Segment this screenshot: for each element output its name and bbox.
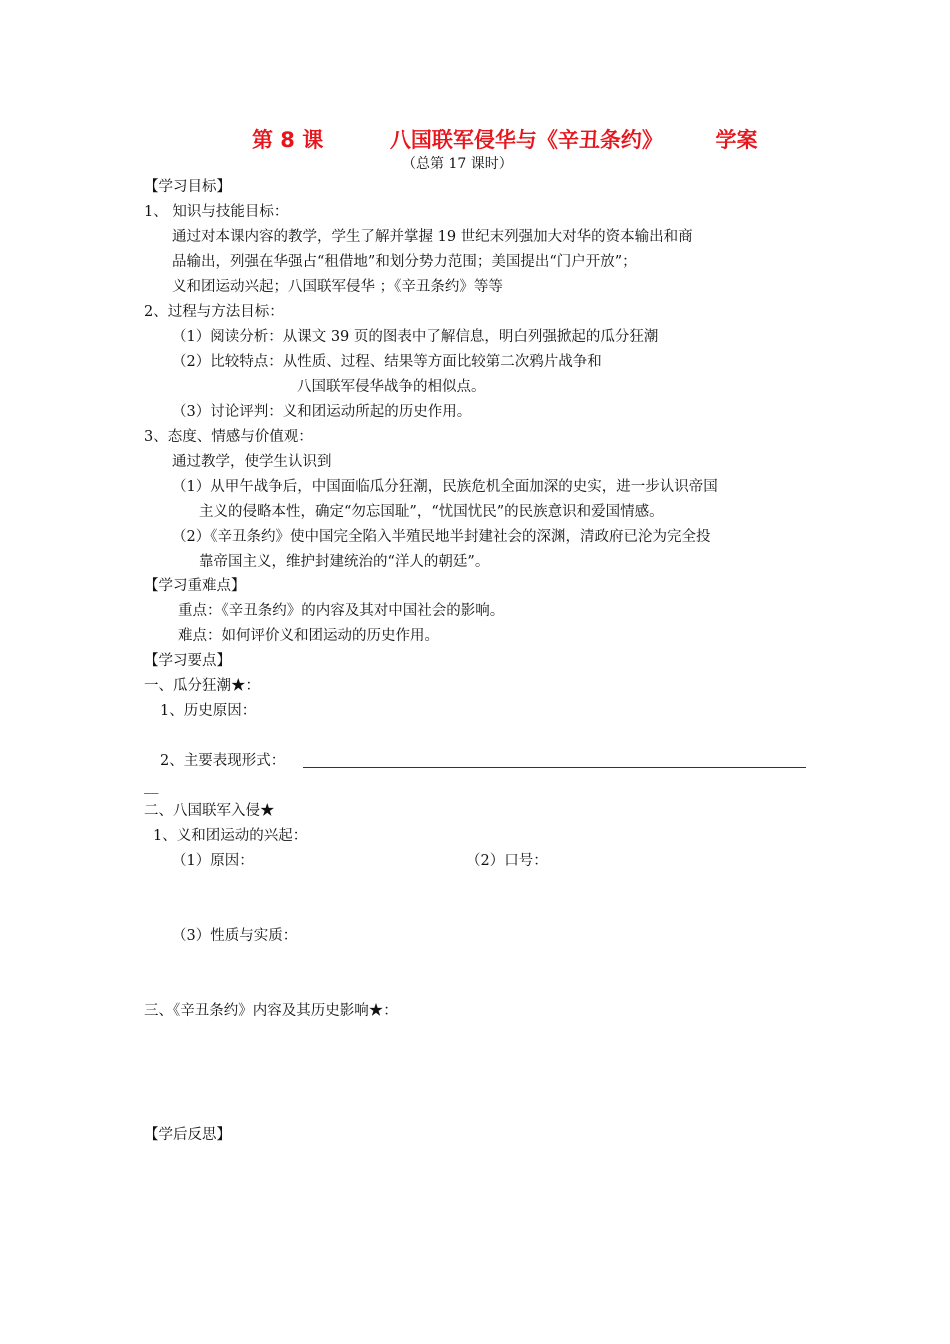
attitude-intro: 通过教学，使学生认识到: [172, 454, 332, 470]
section-2-item-1: 1、义和团运动的兴起：: [153, 828, 308, 844]
attitude-title: 3、态度、情感与价值观：: [144, 429, 313, 445]
section-2-nature: （3）性质与实质：: [172, 928, 298, 944]
knowledge-line-1: 通过对本课内容的教学，学生了解并掌握 19 世纪末列强加大对华的资本输出和商: [172, 229, 693, 245]
answer-blank-line[interactable]: [303, 767, 806, 768]
attitude-item-2b: 靠帝国主义，维护封建统治的“洋人的朝廷”。: [199, 554, 490, 570]
reflection-heading: 【学后反思】: [144, 1127, 231, 1143]
attitude-item-1a: （1）从甲午战争后，中国面临瓜分狂潮，民族危机全面加深的史实，进一步认识帝国: [172, 479, 718, 495]
section-1-item-2: 2、主要表现形式：: [160, 753, 286, 769]
section-1-title: 一、瓜分狂潮★：: [144, 678, 260, 694]
lesson-suffix: 学案: [715, 128, 758, 152]
attitude-item-1b: 主义的侵略本性，确定“勿忘国耻”，“忧国忧民”的民族意识和爱国情感。: [199, 504, 664, 520]
knowledge-line-2: 品输出，列强在华强占“租借地”和划分势力范围；美国提出“门户开放”；: [172, 254, 637, 270]
section-2-title: 二、八国联军入侵★: [144, 803, 275, 819]
process-item-1: （1）阅读分析：从课文 39 页的图表中了解信息，明白列强掀起的瓜分狂潮: [172, 329, 659, 345]
knowledge-title: 1、 知识与技能目标：: [144, 204, 289, 220]
essentials-heading: 【学习要点】: [144, 653, 231, 669]
keypoints-heading: 【学习重难点】: [144, 578, 246, 594]
answer-blank-trail: __: [144, 778, 159, 794]
process-title: 2、过程与方法目标：: [144, 304, 284, 320]
section-1-item-1: 1、历史原因：: [160, 703, 257, 719]
section-2-cause: （1）原因：: [172, 853, 254, 869]
objectives-heading: 【学习目标】: [144, 179, 231, 195]
keypoint-difficulty: 难点：如何评价义和团运动的历史作用。: [178, 628, 439, 644]
lesson-subtitle: （总第 17 课时）: [402, 156, 513, 172]
process-item-2b: 八国联军侵华战争的相似点。: [297, 379, 486, 395]
attitude-item-2a: （2）《辛丑条约》使中国完全陷入半殖民地半封建社会的深渊，清政府已沦为完全投: [172, 529, 711, 545]
lesson-number: 第 8 课: [252, 128, 324, 152]
process-item-3: （3）讨论评判：义和团运动所起的历史作用。: [172, 404, 472, 420]
lesson-topic: 八国联军侵华与《辛丑条约》: [389, 128, 663, 152]
section-3-title: 三、《辛丑条约》内容及其历史影响★：: [144, 1003, 398, 1019]
process-item-2a: （2）比较特点：从性质、过程、结果等方面比较第二次鸦片战争和: [172, 354, 602, 370]
lesson-title: [252, 124, 757, 154]
knowledge-line-3: 义和团运动兴起；八国联军侵华 ；《辛丑条约》等等: [172, 279, 503, 295]
keypoint-focus: 重点：《辛丑条约》的内容及其对中国社会的影响。: [178, 603, 505, 619]
section-2-slogan: （2）口号：: [466, 853, 548, 869]
